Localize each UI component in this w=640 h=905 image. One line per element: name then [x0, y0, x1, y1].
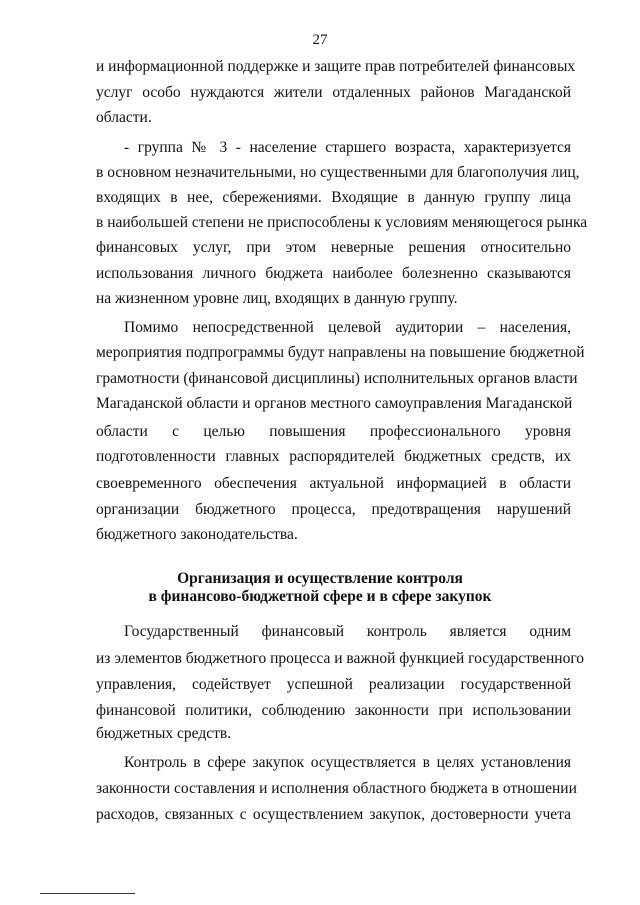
footer-rule	[40, 893, 135, 894]
section-heading: в финансово-бюджетной сфере и в сфере закупок	[148, 588, 492, 605]
text-line: мероприятия подпрограммы будут направлены на повышение бюджетной	[96, 344, 585, 361]
section-heading: Организация и осуществление контроля	[177, 570, 463, 587]
text-line: расходов, связанных с осуществлением закупок, достоверности учета	[96, 806, 571, 823]
text-line: бюджетного законодательства.	[96, 526, 298, 543]
text-line: области.	[96, 109, 152, 126]
text-line: Контроль в сфере закупок осуществляется в целях установления	[124, 754, 571, 771]
text-line: в основном незначительными, но существенными для благополучия лиц,	[96, 164, 580, 181]
text-line: - группа № 3 - население старшего возраста, характеризуется	[124, 139, 571, 156]
text-line: финансовых услуг, при этом неверные решения относительно	[96, 239, 571, 256]
text-line: Магаданской области и органов местного самоуправления Магаданской	[96, 395, 573, 412]
text-line: Помимо непосредственной целевой аудитории – населения,	[124, 319, 571, 336]
text-line: бюджетных средств.	[96, 725, 232, 742]
text-line: организации бюджетного процесса, предотвращения нарушений	[96, 501, 571, 518]
text-line: подготовленности главных распорядителей бюджетных средств, их	[96, 448, 571, 465]
text-line: законности составления и исполнения областного бюджета в отношении	[96, 780, 577, 797]
text-line: услуг особо нуждаются жители отдаленных районов Магаданской	[96, 84, 571, 101]
text-line: и информационной поддержке и защите прав потребителей финансовых	[96, 58, 576, 75]
text-line: использования личного бюджета наиболее болезненно сказываются	[96, 265, 571, 282]
text-line: грамотности (финансовой дисциплины) исполнительных органов власти	[96, 370, 578, 387]
text-line: финансовой политики, соблюдению законности при использовании	[96, 702, 571, 719]
text-line: своевременного обеспечения актуальной информацией в области	[96, 475, 571, 492]
text-line: Государственный финансовый контроль является одним	[124, 623, 571, 640]
page-number: 27	[312, 32, 328, 48]
text-line: из элементов бюджетного процесса и важной функцией государственного	[96, 650, 585, 667]
text-line: на жизненном уровне лиц, входящих в данную группу.	[96, 290, 458, 307]
text-line: в наибольшей степени не приспособлены к условиям меняющегося рынка	[96, 214, 588, 231]
text-line: области с целью повышения профессионального уровня	[96, 423, 571, 440]
text-line: входящих в нее, сбережениями. Входящие в данную группу лица	[96, 189, 571, 206]
text-line: управления, содействует успешной реализации государственной	[96, 676, 571, 693]
